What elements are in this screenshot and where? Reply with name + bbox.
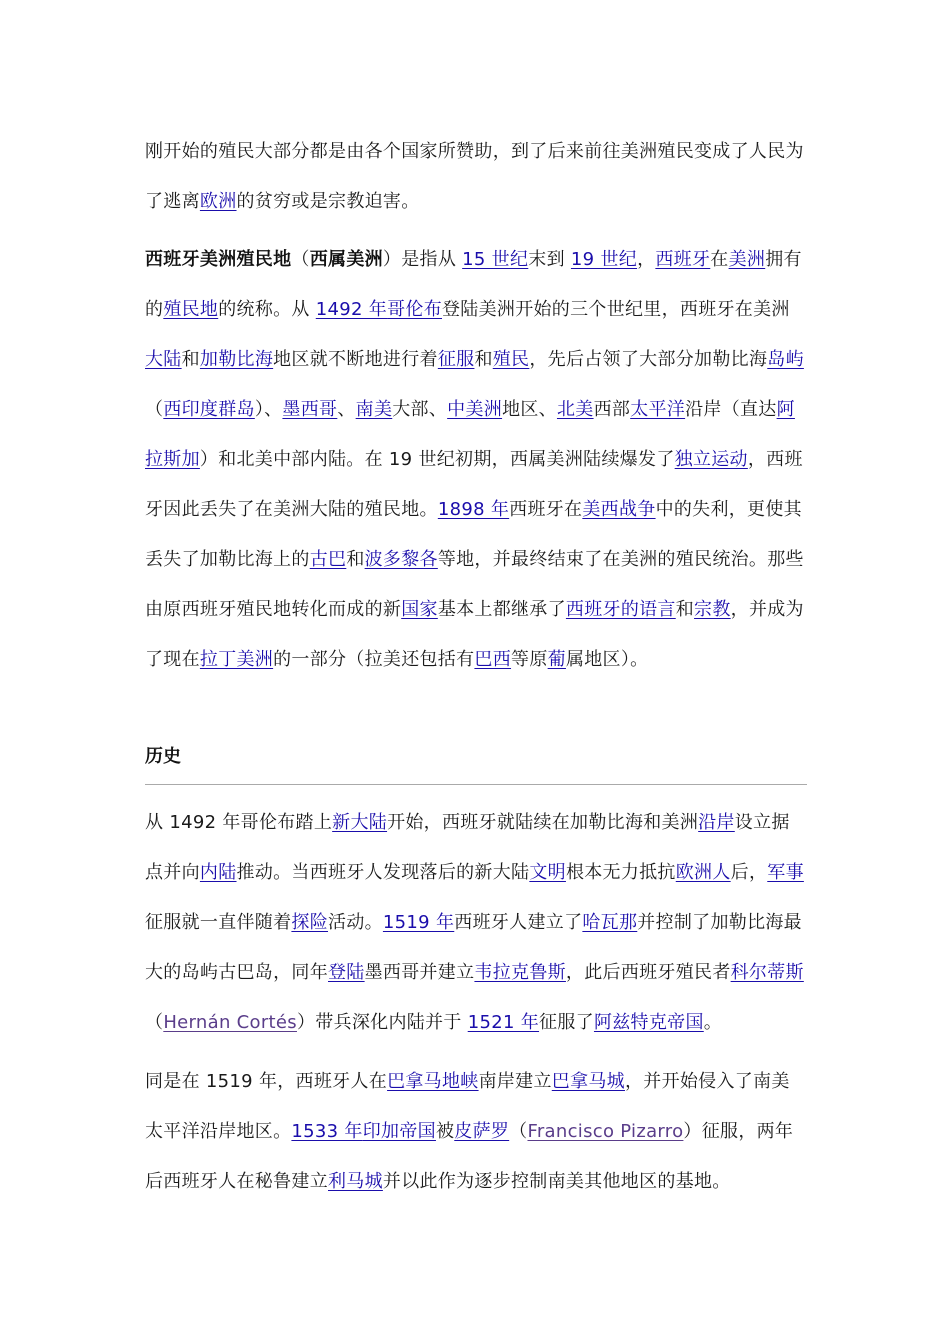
text: 的贫穷或是宗教迫害。 [236, 191, 420, 212]
link-isthmus-of-panama[interactable]: 巴拿马地峡 [387, 1071, 479, 1092]
text: （ [145, 399, 164, 420]
text: 属地区）。 [565, 649, 649, 670]
text: 西班牙在 [509, 499, 583, 520]
text: ，西班牙因此丢失了在美洲大陆的殖民地。 [145, 449, 803, 520]
text: 并控制了加勒比海最大的岛屿古巴岛，同年 [145, 912, 802, 983]
link-spanish-language[interactable]: 西班牙的语言 [565, 599, 676, 620]
link-colony[interactable]: 殖民地 [163, 299, 219, 320]
text: 墨西哥并建立 [364, 962, 475, 983]
heading-divider [145, 784, 807, 785]
text: ） [382, 249, 402, 270]
text: 地区就不断地进行着 [273, 349, 438, 370]
text: 沿岸（直达 [685, 399, 777, 420]
text: ，并开始侵入了南美太平洋沿岸地区。 [145, 1071, 790, 1142]
link-spanish-american-war[interactable]: 美西战争 [582, 499, 656, 520]
text: 征服了 [539, 1012, 594, 1033]
text: （ [509, 1121, 528, 1142]
text: 登陆美洲开始的三个世纪里，西班牙在美洲 [442, 299, 790, 320]
link-mainland[interactable]: 大陆 [145, 349, 182, 370]
link-military[interactable]: 军事 [767, 862, 804, 883]
link-spain[interactable]: 西班牙 [655, 249, 711, 270]
bold-term: 西班牙美洲殖民地 [145, 249, 292, 270]
text: 推动。当西班牙人发现落后的新大陆 [236, 862, 530, 883]
text: 等原 [511, 649, 548, 670]
link-1519[interactable]: 1519 年 [382, 912, 455, 933]
text: 和 [474, 349, 493, 370]
text: 南岸建立 [478, 1071, 552, 1092]
text: 拥有的 [145, 249, 802, 320]
text: （ [291, 249, 310, 270]
text: 西部 [593, 399, 631, 420]
text: ）和北美中部内陆。在 19 世纪初期，西属美洲陆续爆发了 [199, 449, 675, 470]
link-mexico[interactable]: 墨西哥 [282, 399, 338, 420]
text: 和 [181, 349, 200, 370]
text: ，先后占领了大部分加勒比海 [529, 349, 768, 370]
link-inland[interactable]: 内陆 [199, 862, 237, 883]
link-puerto-rico[interactable]: 波多黎各 [364, 549, 438, 570]
link-west-indies[interactable]: 西印度群岛 [163, 399, 255, 420]
link-pacific[interactable]: 太平洋 [630, 399, 686, 420]
link-15th-century[interactable]: 15 世纪 [462, 249, 529, 270]
text: 的一部分（拉美还包括有 [273, 649, 475, 670]
text: 和 [675, 599, 695, 620]
link-south-america[interactable]: 南美 [355, 399, 393, 420]
link-panama-city[interactable]: 巴拿马城 [551, 1071, 625, 1092]
text: 地区、 [502, 399, 557, 420]
link-1898[interactable]: 1898 年 [437, 499, 510, 520]
link-hernan-cortes[interactable]: Hernán Cortés [163, 1012, 297, 1033]
text: ）征服，两年后西班牙人在秘鲁建立 [145, 1121, 794, 1192]
text: 。 [703, 1012, 723, 1033]
text: 活动。 [328, 912, 383, 933]
text: 中的失利，更使其丢失了加勒比海上的 [145, 499, 802, 570]
link-colonization[interactable]: 殖民 [492, 349, 530, 370]
link-coast[interactable]: 沿岸 [698, 812, 735, 833]
link-columbus[interactable]: 哥伦布 [387, 299, 442, 320]
summary-paragraph [145, 235, 807, 685]
link-cortes-zh[interactable]: 科尔蒂斯 [730, 962, 804, 983]
intro-paragraph [145, 127, 807, 227]
text: 同是在 1519 年，西班牙人在 [145, 1071, 388, 1092]
link-veracruz[interactable]: 韦拉克鲁斯 [474, 962, 566, 983]
link-religion[interactable]: 宗教 [694, 599, 731, 620]
link-latin-america[interactable]: 拉丁美洲 [199, 649, 274, 670]
text: 西班牙人建立了 [454, 912, 583, 933]
link-pizarro-zh[interactable]: 皮萨罗 [454, 1121, 510, 1142]
text: （ [145, 1012, 164, 1033]
link-north-america[interactable]: 北美 [556, 399, 594, 420]
text: 从 1492 年哥伦布踏上 [145, 812, 333, 833]
history-paragraph-2 [145, 1057, 807, 1207]
text: 、 [337, 399, 356, 420]
bold-alt-term: 西属美洲 [309, 249, 383, 270]
link-havana[interactable]: 哈瓦那 [582, 912, 638, 933]
text: 刚开始的殖民大部分都是由各个国家所赞助，到了后来前往美洲殖民变成了人民为了逃离 [145, 141, 804, 212]
text: 是指从 [401, 249, 463, 270]
text: 被 [435, 1121, 455, 1142]
text: ）、 [254, 399, 283, 420]
link-independence-movement[interactable]: 独立运动 [674, 449, 748, 470]
link-europe[interactable]: 欧洲 [199, 191, 237, 212]
section-heading-history: 历史 [145, 746, 181, 767]
link-inca-empire[interactable]: 印加帝国 [362, 1121, 436, 1142]
text: 等地，并最终结束了在美洲的殖民统治。那些由原西班牙殖民地转化而成的新 [145, 549, 804, 620]
text: ，此后西班牙殖民者 [565, 962, 731, 983]
link-lima[interactable]: 利马城 [328, 1171, 383, 1192]
text: 大部、 [392, 399, 448, 420]
link-alaska[interactable]: 阿拉斯加 [145, 399, 795, 470]
link-brazil[interactable]: 巴西 [474, 649, 512, 670]
link-europeans[interactable]: 欧洲人 [675, 862, 731, 883]
text: 设立据点并向 [145, 812, 790, 883]
text: 根本无力抵抗 [565, 862, 676, 883]
link-conquest[interactable]: 征服 [437, 349, 475, 370]
link-portugal[interactable]: 葡 [547, 649, 566, 670]
text: 基本上都继承了 [437, 599, 566, 620]
text: 和 [346, 549, 365, 570]
link-1492[interactable]: 1492 年 [315, 299, 388, 320]
history-paragraph-1 [145, 798, 807, 1048]
text: 开始，西班牙就陆续在加勒比海和美洲 [387, 812, 699, 833]
link-country[interactable]: 国家 [401, 599, 438, 620]
link-1533[interactable]: 1533 年 [291, 1121, 363, 1142]
text: 的统称。从 [218, 299, 316, 320]
link-civilization[interactable]: 文明 [529, 862, 566, 883]
text: 并以此作为逐步控制南美其他地区的基地。 [382, 1171, 731, 1192]
link-cuba[interactable]: 古巴 [309, 549, 347, 570]
link-francisco-pizarro[interactable]: Francisco Pizarro [527, 1121, 684, 1142]
text: ，并成为了现在 [145, 599, 804, 670]
link-aztec-empire[interactable]: 阿兹特克帝国 [593, 1012, 704, 1033]
link-americas[interactable]: 美洲 [728, 249, 766, 270]
link-1521[interactable]: 1521 年 [467, 1012, 540, 1033]
link-central-america[interactable]: 中美洲 [447, 399, 503, 420]
link-caribbean[interactable]: 加勒比海 [199, 349, 274, 370]
link-landing[interactable]: 登陆 [328, 962, 365, 983]
text: ）带兵深化内陆并于 [296, 1012, 468, 1033]
text: 末到 [528, 249, 571, 270]
link-new-world[interactable]: 新大陆 [332, 812, 388, 833]
text: ， [637, 249, 656, 270]
link-exploration[interactable]: 探险 [291, 912, 329, 933]
text: 在 [710, 249, 729, 270]
link-19th-century[interactable]: 19 世纪 [570, 249, 638, 270]
text: 征服就一直伴随着 [145, 912, 292, 933]
link-islands[interactable]: 岛屿 [767, 349, 804, 370]
text: 后， [730, 862, 768, 883]
